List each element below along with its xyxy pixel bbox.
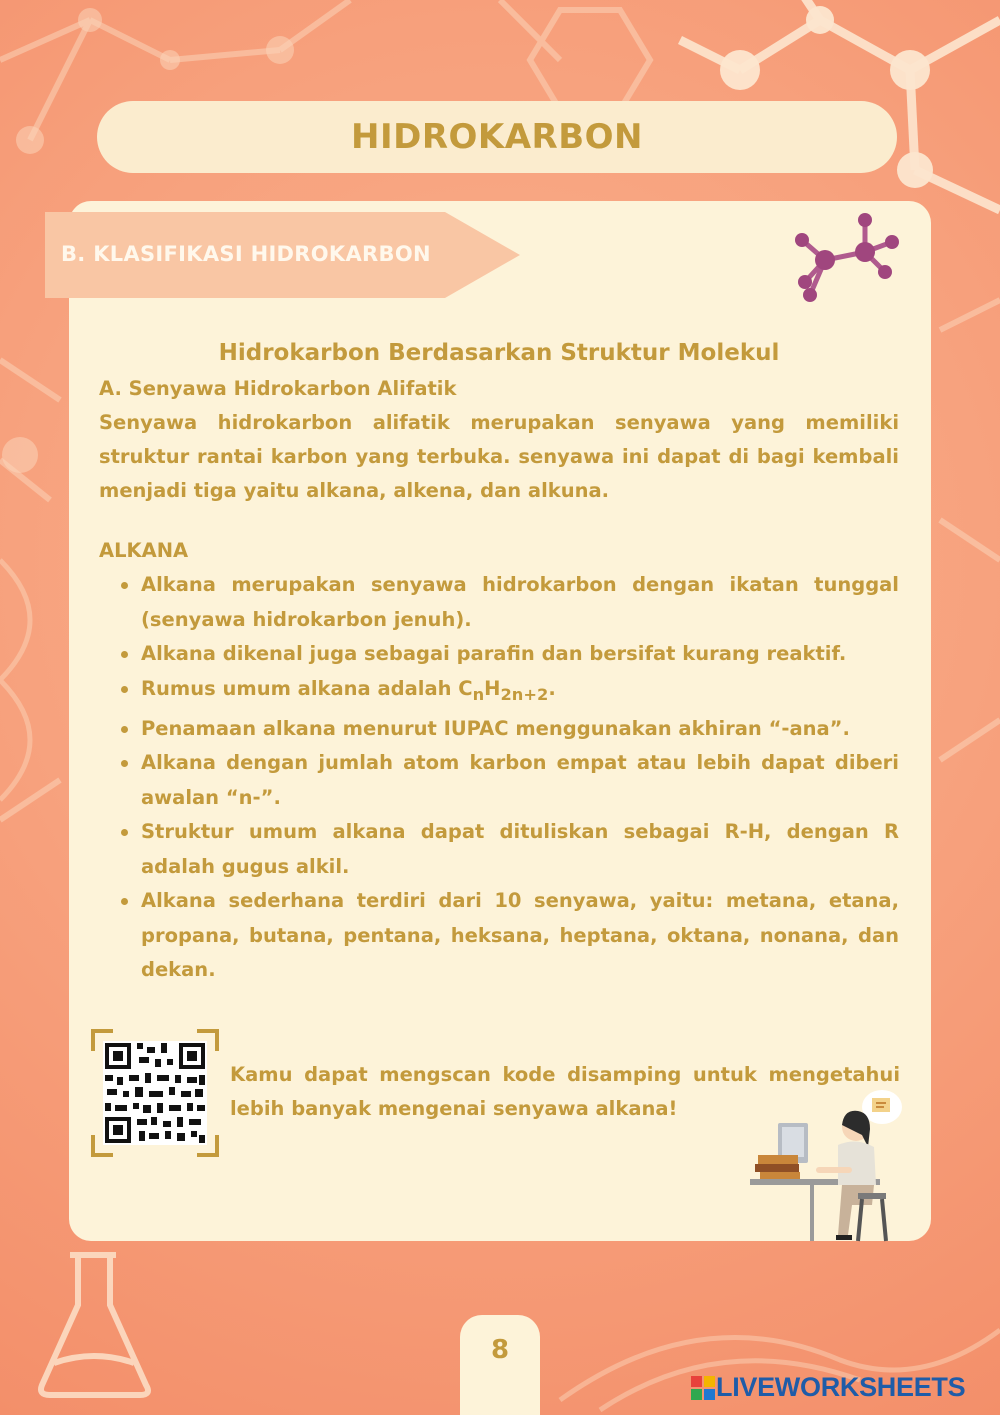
page-number-tab (460, 1315, 540, 1415)
molecule-icon (790, 210, 905, 305)
list-item: Alkana merupakan senyawa hidrokarbon dengan ikatan tunggal (senyawa hidrokarbon jenuh). (141, 568, 899, 637)
qr-code[interactable] (91, 1029, 219, 1157)
flask-icon (30, 1245, 160, 1405)
page-title: HIDROKARBON (350, 117, 644, 157)
section-label: B. KLASIFIKASI HIDROKARBON (61, 242, 431, 266)
formula-h: H (484, 676, 501, 700)
main-content (99, 340, 899, 988)
list-item: Penamaan alkana menurut IUPAC menggunakan akhiran “-ana”. (141, 712, 899, 747)
alkana-label: ALKANA (99, 539, 189, 562)
liveworksheets-logo[interactable] (690, 1372, 965, 1403)
formula-h-subscript: 2n+2 (500, 684, 549, 704)
page-number: 8 (490, 1335, 510, 1365)
subheading: Hidrokarbon Berdasarkan Struktur Molekul (218, 340, 780, 366)
formula-c-subscript: n (472, 684, 485, 704)
brand-name: LIVEWORKSHEETS (716, 1372, 966, 1402)
list-item: Alkana sederhana terdiri dari 10 senyawa, yaitu: metana, etana, propana, butana, pentana, heksana, heptana, oktana, nonana, dan dekan. (141, 884, 899, 988)
list-item: Struktur umum alkana dapat dituliskan sebagai R-H, dengan R adalah gugus alkil. (141, 815, 899, 884)
alkana-bullet-list (99, 568, 899, 988)
list-item: Alkana dikenal juga sebagai parafin dan bersifat kurang reaktif. (141, 637, 899, 672)
liveworksheets-icon (690, 1375, 716, 1401)
part-a-text: Senyawa hidrokarbon alifatik merupakan senyawa yang memiliki struktur rantai karbon yang terbuka. senyawa ini dapat di bagi kembali menjadi tiga yaitu alkana, alkena, dan alkuna. (99, 411, 899, 502)
list-item: Alkana dengan jumlah atom karbon empat atau lebih dapat diberi awalan “n-”. (141, 746, 899, 815)
qr-code-graphic (91, 1029, 219, 1157)
formula-end: . (548, 676, 556, 700)
list-item (141, 672, 899, 712)
qr-note: Kamu dapat mengscan kode disamping untuk mengetahui lebih banyak mengenai senyawa alkana! (230, 1062, 900, 1120)
section-tab (45, 212, 520, 298)
title-banner (97, 101, 897, 173)
part-a-label: A. Senyawa Hidrokarbon Alifatik (99, 377, 457, 400)
formula-prefix: Rumus umum alkana adalah C (141, 676, 473, 700)
person-at-computer-illustration (750, 1085, 910, 1245)
